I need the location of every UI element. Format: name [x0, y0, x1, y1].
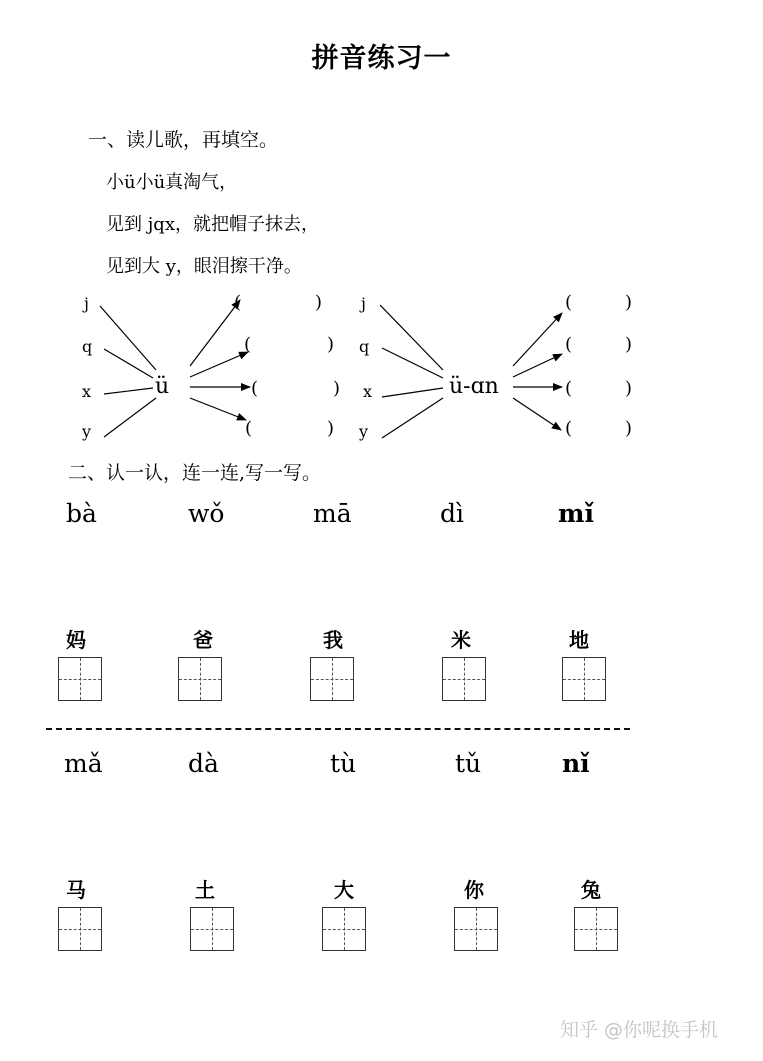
diagram1-letter-j: j — [84, 294, 89, 313]
row1-writing-grid-1[interactable] — [58, 657, 102, 701]
row1-hanzi-1: 妈 — [66, 628, 86, 652]
diagram2-letter-q: q — [359, 337, 370, 356]
diagram2-letter-x: x — [363, 382, 373, 401]
row1-pinyin-5: mǐ — [558, 499, 594, 528]
row1-hanzi-4: 米 — [451, 628, 471, 652]
row1-pinyin-2: wǒ — [188, 499, 225, 528]
diagram1-letter-x: x — [82, 382, 92, 401]
diagram2-blank-3-close: ) — [625, 378, 633, 399]
row2-writing-grid-2[interactable] — [190, 907, 234, 951]
row2-pinyin-3: tù — [330, 749, 357, 778]
diagram1-letter-y: y — [82, 422, 92, 441]
dashed-divider — [46, 728, 630, 730]
row2-writing-grid-5[interactable] — [574, 907, 618, 951]
row1-writing-grid-3[interactable] — [310, 657, 354, 701]
diagram1-blank-1-open: ( — [234, 292, 242, 313]
row2-writing-grid-3[interactable] — [322, 907, 366, 951]
diagram2-blank-2-close: ) — [625, 334, 633, 355]
row2-writing-grid-4[interactable] — [454, 907, 498, 951]
watermark: 知乎 @你呢换手机 — [560, 1019, 719, 1041]
diagram2-letter-j: j — [361, 294, 366, 313]
row1-hanzi-3: 我 — [323, 628, 343, 652]
page-title: 拼音练习一 — [311, 43, 452, 74]
diagram1-blank-4-open: ( — [245, 418, 253, 439]
row1-pinyin-3: mā — [313, 499, 352, 528]
row1-writing-grid-2[interactable] — [178, 657, 222, 701]
poem-line-1: 小ü小ü真淘气， — [106, 172, 238, 193]
diagram1-center-u: ü — [155, 374, 170, 399]
diagram1-blank-4-close: ) — [327, 418, 335, 439]
diagram2-blank-4-close: ) — [625, 418, 633, 439]
poem-line-2: 见到 jqx，就把帽子抹去， — [106, 214, 319, 235]
diagram2-blank-3-open: ( — [565, 378, 573, 399]
row2-hanzi-3: 大 — [334, 878, 354, 902]
row2-writing-grid-1[interactable] — [58, 907, 102, 951]
row1-hanzi-5: 地 — [569, 628, 589, 652]
diagram2-center-uan: ü-ɑn — [449, 374, 499, 399]
section-1-heading: 一、读儿歌，再填空。 — [88, 129, 279, 151]
row2-pinyin-1: mǎ — [64, 749, 103, 778]
row1-writing-grid-5[interactable] — [562, 657, 606, 701]
diagram2-blank-4-open: ( — [565, 418, 573, 439]
diagram1-blank-3-open: ( — [251, 378, 259, 399]
diagram2-letter-y: y — [359, 422, 369, 441]
row1-pinyin-4: dì — [440, 499, 464, 528]
diagram1-blank-2-close: ) — [327, 334, 335, 355]
row2-pinyin-5: nǐ — [562, 749, 590, 778]
row2-hanzi-1: 马 — [66, 878, 86, 902]
diagram2-blank-1-close: ) — [625, 292, 633, 313]
row2-hanzi-2: 土 — [195, 878, 215, 902]
diagram2-blank-1-open: ( — [565, 292, 573, 313]
row2-hanzi-4: 你 — [464, 878, 484, 902]
row2-pinyin-4: tǔ — [455, 749, 482, 778]
connection-lines-diagram — [0, 0, 763, 480]
row2-hanzi-5: 兔 — [581, 878, 601, 902]
diagram1-blank-1-close: ) — [315, 292, 323, 313]
row1-pinyin-1: bà — [66, 499, 97, 528]
section-2-heading: 二、认一认，连一连,写一写。 — [68, 462, 322, 484]
diagram2-blank-2-open: ( — [565, 334, 573, 355]
row1-hanzi-2: 爸 — [193, 628, 213, 652]
diagram1-letter-q: q — [82, 337, 93, 356]
diagram1-blank-3-close: ) — [333, 378, 341, 399]
row1-writing-grid-4[interactable] — [442, 657, 486, 701]
diagram1-blank-2-open: ( — [244, 334, 252, 355]
row2-pinyin-2: dà — [188, 749, 219, 778]
poem-line-3: 见到大 y，眼泪擦干净。 — [106, 256, 302, 277]
